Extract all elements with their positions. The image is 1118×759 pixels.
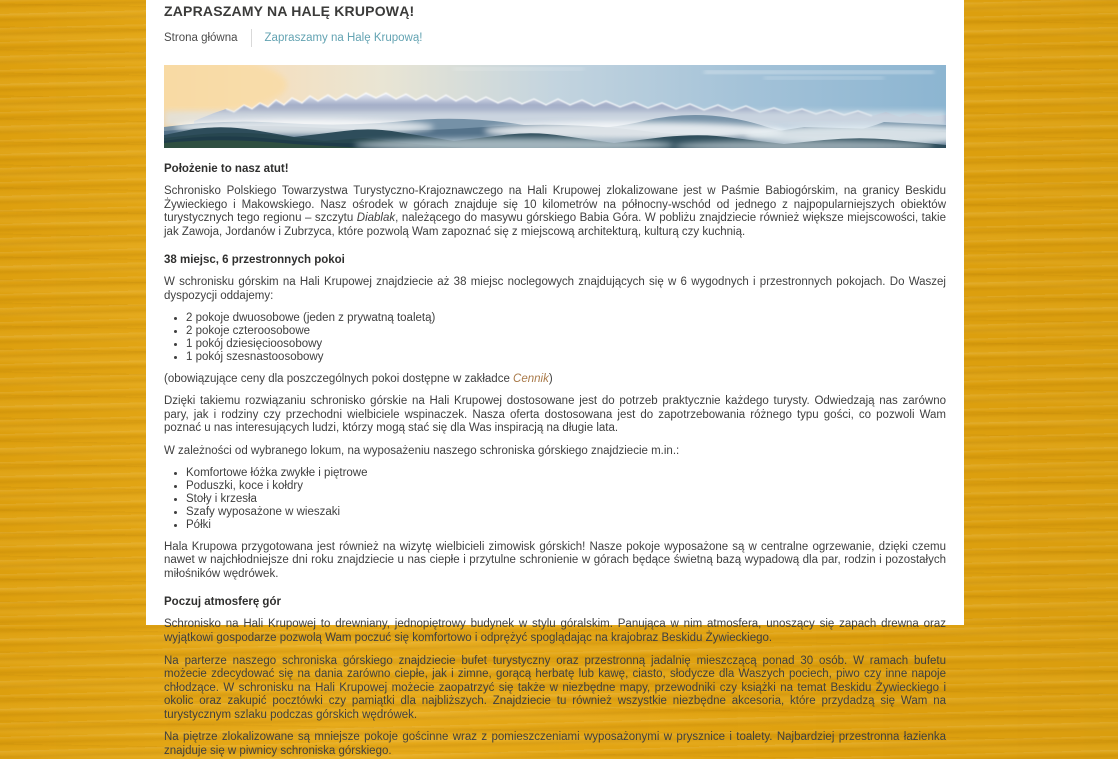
breadcrumb-current: Zapraszamy na Halę Krupową! <box>264 32 423 44</box>
peak-name-italic: Diablak <box>356 212 396 225</box>
list-item: • 2 pokoje czteroosobowe <box>186 325 946 338</box>
equipment-list <box>164 467 946 532</box>
paragraph-equipment-intro: W zależności od wybranego lokum, na wyposażeniu naszego schroniska górskiego znajdziecie m.in.: <box>164 444 680 457</box>
page-title: ZAPRASZAMY NA HALĘ KRUPOWĄ! <box>164 3 415 19</box>
paragraph-location <box>164 185 946 239</box>
paragraph-ground-floor: Na parterze naszego schroniska górskiego znajdziecie bufet turystyczny oraz przestronną jadalnię mieszczącą ponad 30 osób. W ramach bufetu możecie zdecydować się na dania zarówno ciepłe, jak i zimne, gorącą herbatę lub kawę, ciasto, słodycze dla Waszych pociech, piwo czy inne napoje chłodzące. W schronisku na Hali Krupowej możecie zaopatrzyć się także w niezbędne mapy, przewodniki czy książki na temat Beskidu Żywieckiego i okolic oraz zakupić pocztówki czy pamiątki dla najbliższych. Znajdziecie tu również wszystkie niezbędne akcesoria, które przydadzą się Wam na turystycznym szlaku podczas górskich wędrówek. <box>164 654 946 721</box>
list-item: • Szafy wyposażone w wieszaki <box>186 506 946 519</box>
paragraph-atmosphere: Schronisko na Hali Krupowej to drewniany, jednopiętrowy budynek w stylu góralskim. Panująca w nim atmosfera, unoszący się zapach drewna oraz wyjątkowi gospodarze pozwolą Wam poczuć się komfortowo i odprężyć spoglądając na krajobraz Beskidu Żywieckiego. <box>164 618 946 644</box>
price-note <box>164 373 946 387</box>
paragraph-segment: Schronisko Polskiego Towarzystwa Turystyczno-Krajoznawczego na Hali Krupowej zlokalizowane jest w Paśmie Babiogórskim, na granicy Beskidu Żywieckiego i Makowskiego. Nasz ośrodek w górach znajduje się 10 kilometrów na północny-wschód od jednego z najpopularniejszych obiektów turystycznych tego regionu – szczytu <box>164 185 946 225</box>
rooms-list <box>164 312 946 364</box>
list-item: • 2 pokoje dwuosobowe (jeden z prywatną toaletą) <box>186 312 946 325</box>
breadcrumb <box>164 29 946 47</box>
list-item: • 1 pokój szesnastoosobowy <box>186 351 946 364</box>
section-heading-atmosphere: Poczuj atmosferę gór <box>164 596 281 609</box>
mountain-panorama-graphic <box>164 65 946 148</box>
breadcrumb-home-link[interactable]: Strona główna <box>164 32 238 44</box>
content-panel <box>146 0 964 758</box>
paragraph-segment: , należącego do masywu górskiego Babia Góra. W pobliżu znajdziecie również większe miejscowości, takie jak Zawoja, Jordanów i Zubrzyca, które pozwolą Wam zapoznać się z miejscową architekturą, kulturą czy kuchnią. <box>164 212 946 238</box>
paragraph-segment: ) <box>548 372 553 385</box>
section-heading-rooms: 38 miejsc, 6 przestronnych pokoi <box>164 254 345 267</box>
list-item: • Poduszki, koce i kołdry <box>186 480 946 493</box>
hero-mountain-panorama-image <box>164 65 946 148</box>
paragraph-rooms-intro: W schronisku górskim na Hali Krupowej znajdziecie aż 38 miejsc noclegowych znajdujących się w 6 wygodnych i przestronnych pokojach. Do Waszej dyspozycji oddajemy: <box>164 276 946 302</box>
paragraph-rooms-detail: Dzięki takiemu rozwiązaniu schronisko górskie na Hali Krupowej dostosowane jest do potrzeb praktycznie każdego turysty. Odwiedzają nas zarówno pary, jak i rodziny czy przechodni wielbiciele wspinaczek. Nasza oferta dostosowana jest do zapotrzebowania różnego typu gości, co pozwoli Wam poznać u nas interesujących ludzi, którzy mogą stać się dla Was inspiracją na długie lata. <box>164 395 946 435</box>
paragraph-segment: (obowiązujące ceny dla poszczególnych pokoi dostępne w zakładce <box>164 372 514 385</box>
paragraph-winter: Hala Krupowa przygotowana jest również na wizytę wielbicieli zimowisk górskich! Nasze pokoje wyposażone są w centralne ogrzewanie, dzięki czemu nawet w najchłodniejsze dni roku znajdziecie u nas ciepłe i przytulne schronienie w górach będące świetną bazą wypadową dla par, rodzin i pozostałych miłośników wędrówek. <box>164 540 946 580</box>
breadcrumb-divider <box>251 29 252 47</box>
list-item: • Komfortowe łóżka zwykłe i piętrowe <box>186 467 946 480</box>
paragraph-upper-floor: Na piętrze zlokalizowane są mniejsze pokoje gościnne wraz z pomieszczeniami wyposażonymi w prysznice i toalety. Najbardziej przestronna łazienka znajduje się w piwnicy schroniska górskiego. <box>164 731 946 758</box>
cennik-link[interactable]: Cennik <box>513 372 549 385</box>
list-item: • Stoły i krzesła <box>186 493 946 506</box>
section-heading-location: Położenie to nasz atut! <box>164 163 289 175</box>
list-item: • 1 pokój dziesięcioosobowy <box>186 338 946 351</box>
list-item: • Półki <box>186 519 946 532</box>
